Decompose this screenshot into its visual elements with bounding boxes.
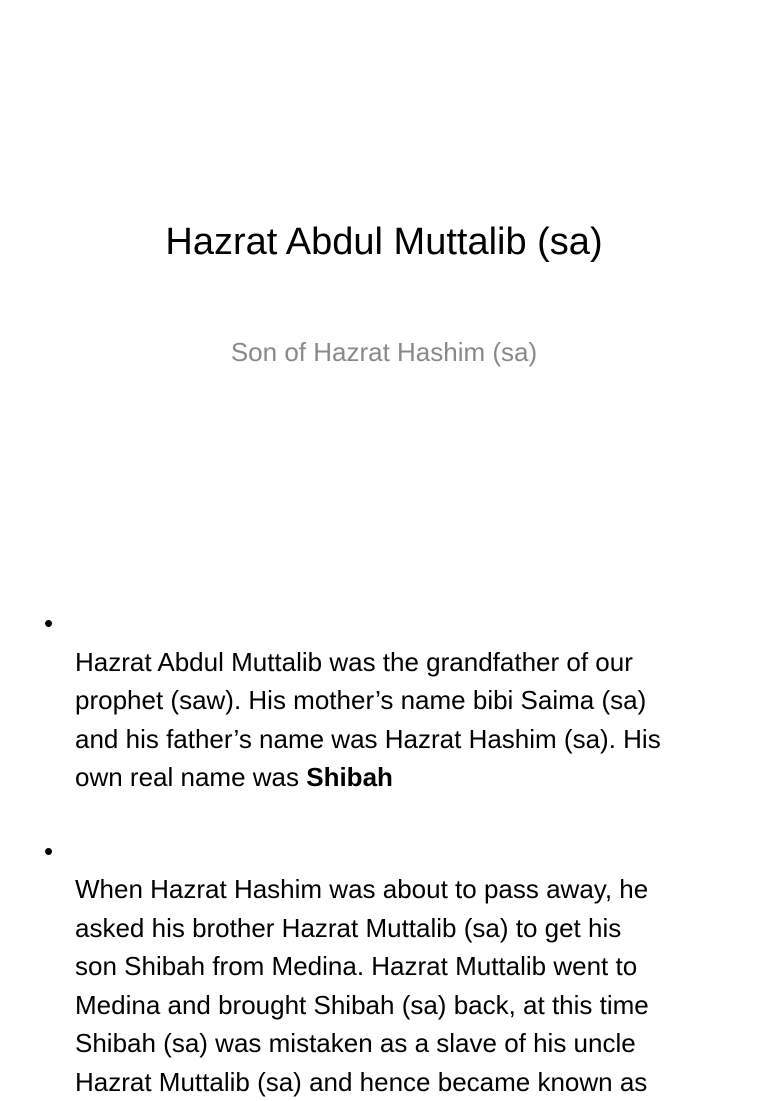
slide-subtitle: Son of Hazrat Hashim (sa) (0, 334, 768, 370)
bullet-list (0, 604, 768, 1101)
bullet-dot-icon: • (44, 604, 53, 643)
bullet-text: When Hazrat Hashim was about to pass away, he asked his brother Hazrat Muttalib (sa) to get his son Shibah from Medina. Hazrat Muttalib went to Medina and brought Shibah (sa) back, at this time Shibah (sa) was mistaken as a slave of his uncle Hazrat Muttalib (sa) and hence became known as (75, 874, 649, 1097)
bullet-item (0, 832, 768, 1101)
bullet-item (0, 604, 768, 797)
bullet-dot-icon: • (44, 832, 53, 871)
bullet-bold-text: Shibah (306, 762, 393, 792)
bullet-text: Hazrat Abdul Muttalib was the grandfather of our prophet (saw). His mother’s name bibi Saima (sa) and his father’s name was Hazrat Hashim (sa). His own real name was (75, 647, 661, 793)
slide-title: Hazrat Abdul Muttalib (sa) (0, 216, 768, 268)
